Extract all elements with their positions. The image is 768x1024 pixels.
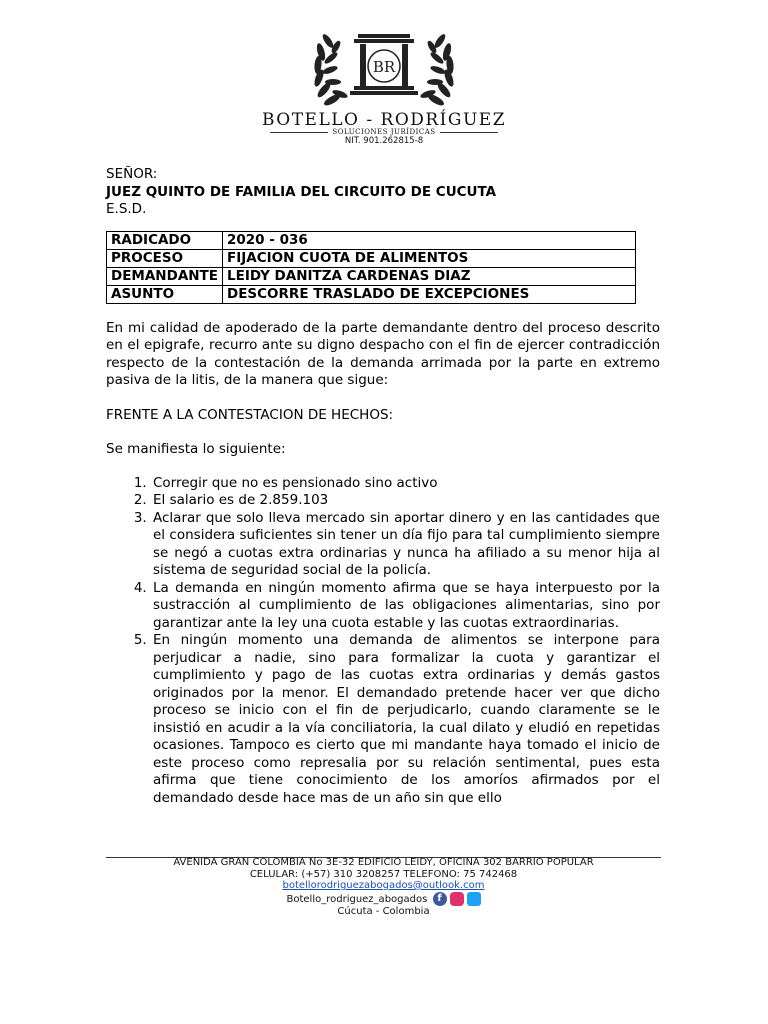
footer xyxy=(106,857,661,917)
letterhead-logo xyxy=(0,28,768,112)
list-item: 2. El salario es de 2.859.103 xyxy=(151,492,660,510)
table-row xyxy=(107,285,636,303)
case-info-table xyxy=(106,231,636,304)
case-value: 2020 - 036 xyxy=(223,231,636,249)
footer-phones: CELULAR: (+57) 310 3208257 TELEFONO: 75 742468 xyxy=(249,868,518,880)
instagram-icon[interactable] xyxy=(450,892,464,906)
facts-list xyxy=(106,475,660,808)
subheading: Se manifiesta lo siguiente: xyxy=(106,441,286,457)
table-row xyxy=(107,231,636,249)
list-item: 4. La demanda en ningún momento afirma que se haya interpuesto por la sustracción al cumplimiento de las obligaciones alimentarias, sino por garantizar ante la ley una cuota estable y las cuotas extraordinarias. xyxy=(151,580,660,633)
laurel-temple-logo-icon xyxy=(254,28,514,112)
intro-paragraph: En mi calidad de apoderado de la parte demandante dentro del proceso descrito en el epigrafe, recurro ante su digno despacho con el fin de ejercer contradicción respecto de la contestación de la demanda arrimada por la parte en extremo pasiva de la litis, de la manera que sigue: xyxy=(106,319,660,388)
footer-address: AVENIDA GRAN COLOMBIA No 3E-32 EDIFICIO LEIDY, OFICINA 302 BARRIO POPULAR xyxy=(173,857,594,868)
letter-body xyxy=(106,166,660,807)
list-item: 3. Aclarar que solo lleva mercado sin aportar dinero y en las cantidades que el considera suficientes sin tener un día fijo para tal cumplimiento siempre se negó a cuotas extra ordinarias y nunca ha afiliado a su menor hija al sistema de seguridad social de la policía. xyxy=(151,510,660,580)
firm-tagline xyxy=(0,128,768,136)
twitter-icon[interactable] xyxy=(467,892,481,906)
addressee-judge: JUEZ QUINTO DE FAMILIA DEL CIRCUITO DE CUCUTA xyxy=(106,183,497,200)
social-icons xyxy=(433,892,481,906)
firm-name: BOTELLO - RODRÍGUEZ xyxy=(261,110,507,130)
tagline-rule-right xyxy=(440,132,498,133)
addressee-esd: E.S.D. xyxy=(106,201,147,217)
addressee-block xyxy=(106,166,660,219)
tagline-rule-left xyxy=(270,132,328,133)
tagline-text: SOLUCIONES JURÍDICAS xyxy=(332,128,436,136)
logo-monogram: BR xyxy=(372,58,396,76)
case-value: FIJACION CUOTA DE ALIMENTOS xyxy=(223,249,636,267)
case-label: PROCESO xyxy=(107,249,223,267)
footer-city: Cúcuta - Colombia xyxy=(337,905,430,917)
facebook-icon[interactable]: f xyxy=(433,892,447,906)
list-item: 1. Corregir que no es pensionado sino activo xyxy=(151,475,660,493)
footer-email-link[interactable]: botellorodriguezabogados@outlook.com xyxy=(282,880,485,891)
table-row xyxy=(107,267,636,285)
footer-social xyxy=(106,892,661,906)
case-value: LEIDY DANITZA CARDENAS DIAZ xyxy=(223,267,636,285)
case-label: ASUNTO xyxy=(107,285,223,303)
footer-social-handle: Botello_rodriguez_abogados xyxy=(286,893,428,905)
firm-nit: NIT. 901.262815-8 xyxy=(344,136,424,146)
section-heading: FRENTE A LA CONTESTACION DE HECHOS: xyxy=(106,406,394,423)
case-label: DEMANDANTE xyxy=(107,267,223,285)
case-value: DESCORRE TRASLADO DE EXCEPCIONES xyxy=(223,285,636,303)
case-label: RADICADO xyxy=(107,231,223,249)
salutation: SEÑOR: xyxy=(106,166,158,182)
list-item: 5. En ningún momento una demanda de alimentos se interpone para perjudicar a nadie, sino para formalizar la cuota y garantizar el cumplimiento y pago de las cuotas extra ordinarias y demás gastos originados por la menor. El demandado pretende hacer ver que dicho proceso se inicio con el fin de perjudicarlo, cuando claramente se le insistió en acudir a la vía conciliatoria, la cual dilato y eludió en repetidas ocasiones. Tampoco es cierto que mi mandante haya tomado el inicio de este proceso como represalia por su relación sentimental, pues esta afirma que tiene conocimiento de los amoríos afirmados por el demandado desde hace mas de un año sin que ello xyxy=(151,632,660,807)
table-row xyxy=(107,249,636,267)
